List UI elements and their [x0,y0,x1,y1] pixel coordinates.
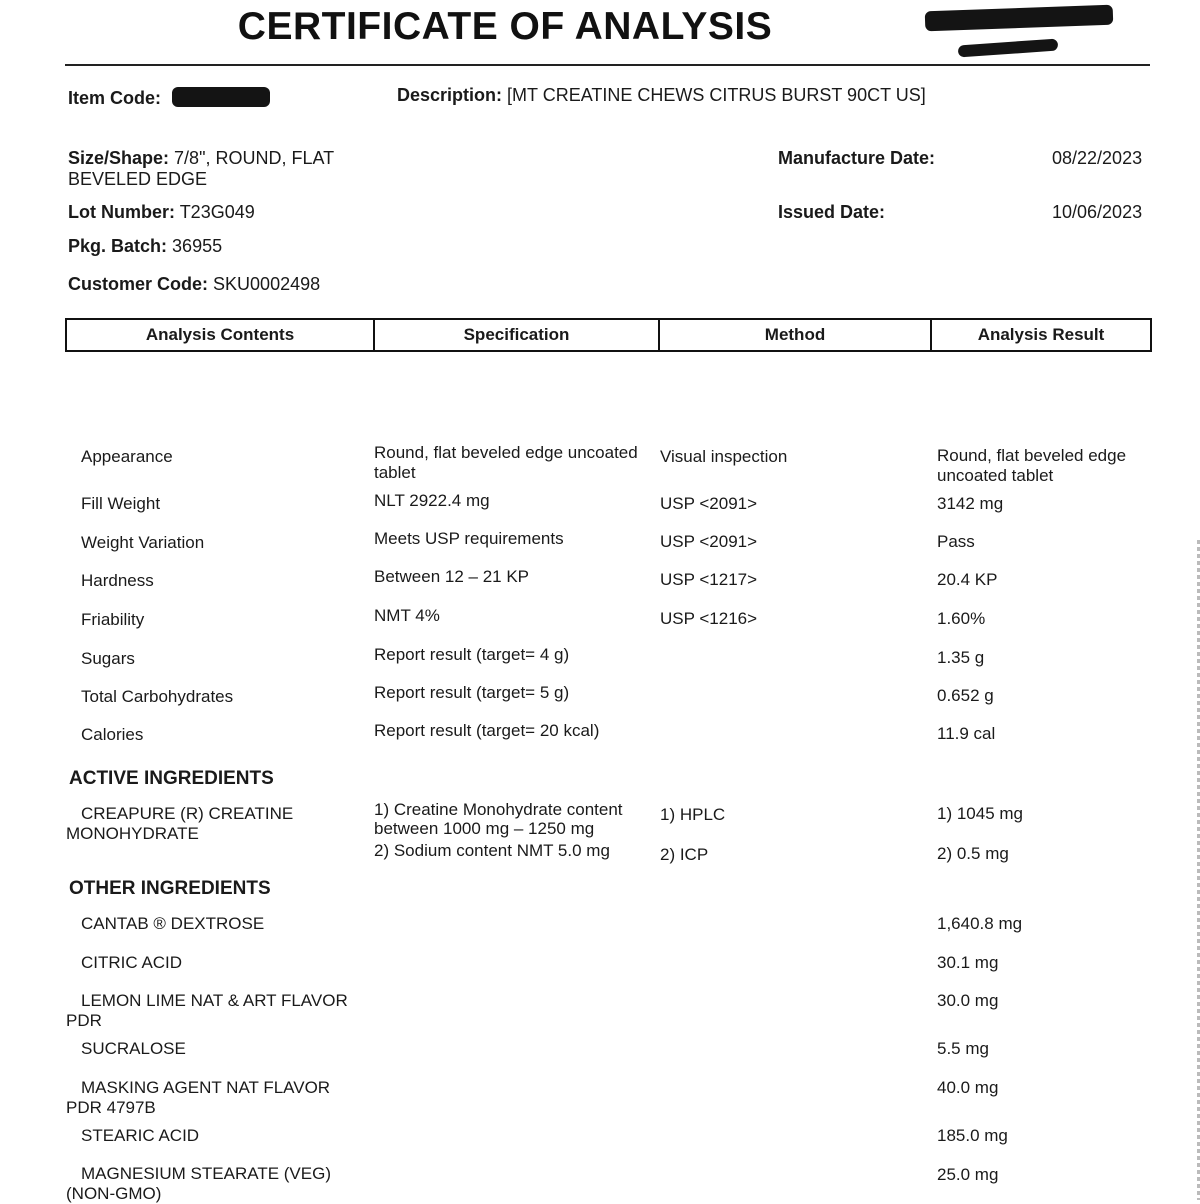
other-ingredient-result: 30.0 mg [937,991,999,1010]
other-ingredient-result: 25.0 mg [937,1165,999,1184]
other-ingredient-name: CANTAB ® DEXTROSE [81,914,265,933]
size-shape-value-cont: BEVELED EDGE [68,169,208,189]
row-spec: NMT 4% [374,606,440,625]
row-result: 3142 mg [937,494,1004,513]
analysis-table-header [65,318,1152,352]
header-analysis-contents: Analysis Contents [145,325,295,344]
manufacture-date-label: Manufacture Date: [778,148,936,168]
row-content: Hardness [81,571,154,590]
row-spec: Report result (target= 20 kcal) [374,721,600,740]
other-ingredient-result: 40.0 mg [937,1078,999,1097]
header-divider [65,64,1150,66]
other-ingredient-name: CITRIC ACID [81,953,183,972]
row-result: Round, flat beveled edge uncoated tablet [937,446,1127,485]
document-title: CERTIFICATE OF ANALYSIS [237,5,773,48]
row-method: USP <1216> [660,609,758,628]
row-method: USP <1217> [660,570,758,589]
row-content: Appearance [81,447,173,466]
item-code-label: Item Code: [68,88,162,108]
other-ingredient-result: 30.1 mg [937,953,999,972]
active-result-1: 1) 1045 mg [937,804,1023,823]
row-spec: Report result (target= 4 g) [374,645,570,664]
row-content: Weight Variation [81,533,205,552]
pkg-batch-value: 36955 [172,236,223,256]
active-ingredients-heading: ACTIVE INGREDIENTS [69,768,274,789]
size-shape-value: 7/8", ROUND, FLAT [174,148,335,168]
active-method-2: 2) ICP [660,845,709,864]
description-label: Description: [397,85,503,105]
lot-number-value: T23G049 [179,202,255,222]
row-content: Friability [81,610,145,629]
row-content: Sugars [81,649,135,668]
active-result-2: 2) 0.5 mg [937,844,1009,863]
row-result: 0.652 g [937,686,994,705]
size-shape-field [68,148,334,190]
row-spec: NLT 2922.4 mg [374,491,490,510]
issued-date-label: Issued Date: [778,202,886,222]
row-spec: Round, flat beveled edge uncoated tablet [374,443,638,482]
header-specification: Specification [373,320,658,350]
other-ingredient-name: MAGNESIUM STEARATE (VEG) (NON-GMO) [66,1164,331,1203]
active-spec-1: 1) Creatine Monohydrate content between 1000 mg – 1250 mg [374,800,623,838]
other-ingredients-heading: OTHER INGREDIENTS [69,878,271,899]
other-ingredient-result: 1,640.8 mg [937,914,1023,933]
item-code-field [68,88,161,109]
description-field [397,85,926,106]
other-ingredient-name: STEARIC ACID [81,1126,200,1145]
pkg-batch-field [68,236,222,257]
row-content: Total Carbohydrates [81,687,234,706]
row-spec: Meets USP requirements [374,529,564,548]
row-method: Visual inspection [660,447,788,466]
lot-number-field [68,202,255,223]
description-value: [MT CREATINE CHEWS CITRUS BURST 90CT US] [507,85,926,105]
row-spec: Report result (target= 5 g) [374,683,570,702]
header-method: Method [658,320,930,350]
pkg-batch-label: Pkg. Batch: [68,236,168,256]
manufacture-date-value: 08/22/2023 [1052,148,1143,168]
row-spec: Between 12 – 21 KP [374,567,530,586]
issued-date-value: 10/06/2023 [1052,202,1143,222]
row-result: 11.9 cal [937,724,996,743]
active-ingredient-name: CREAPURE (R) CREATINE MONOHYDRATE [66,804,294,843]
header-analysis-result: Analysis Result [930,320,1150,350]
customer-code-value: SKU0002498 [213,274,321,294]
redacted-item-code [172,87,270,107]
other-ingredient-result: 185.0 mg [937,1126,1008,1145]
row-content: Calories [81,725,144,744]
row-content: Fill Weight [81,494,161,513]
other-ingredient-name: LEMON LIME NAT & ART FLAVOR PDR [66,991,348,1030]
row-result: 20.4 KP [937,570,998,589]
row-result: 1.35 g [937,648,985,667]
row-method: USP <2091> [660,532,758,551]
row-result: Pass [937,532,975,551]
other-ingredient-name: SUCRALOSE [81,1039,186,1058]
customer-code-label: Customer Code: [68,274,209,294]
active-method-1: 1) HPLC [660,805,726,824]
active-spec-2: 2) Sodium content NMT 5.0 mg [374,841,610,860]
row-method: USP <2091> [660,494,758,513]
row-result: 1.60% [937,609,986,628]
size-shape-label: Size/Shape: [68,148,170,168]
other-ingredient-result: 5.5 mg [937,1039,989,1058]
customer-code-field [68,274,320,295]
lot-number-label: Lot Number: [68,202,175,222]
other-ingredient-name: MASKING AGENT NAT FLAVOR PDR 4797B [66,1078,331,1117]
